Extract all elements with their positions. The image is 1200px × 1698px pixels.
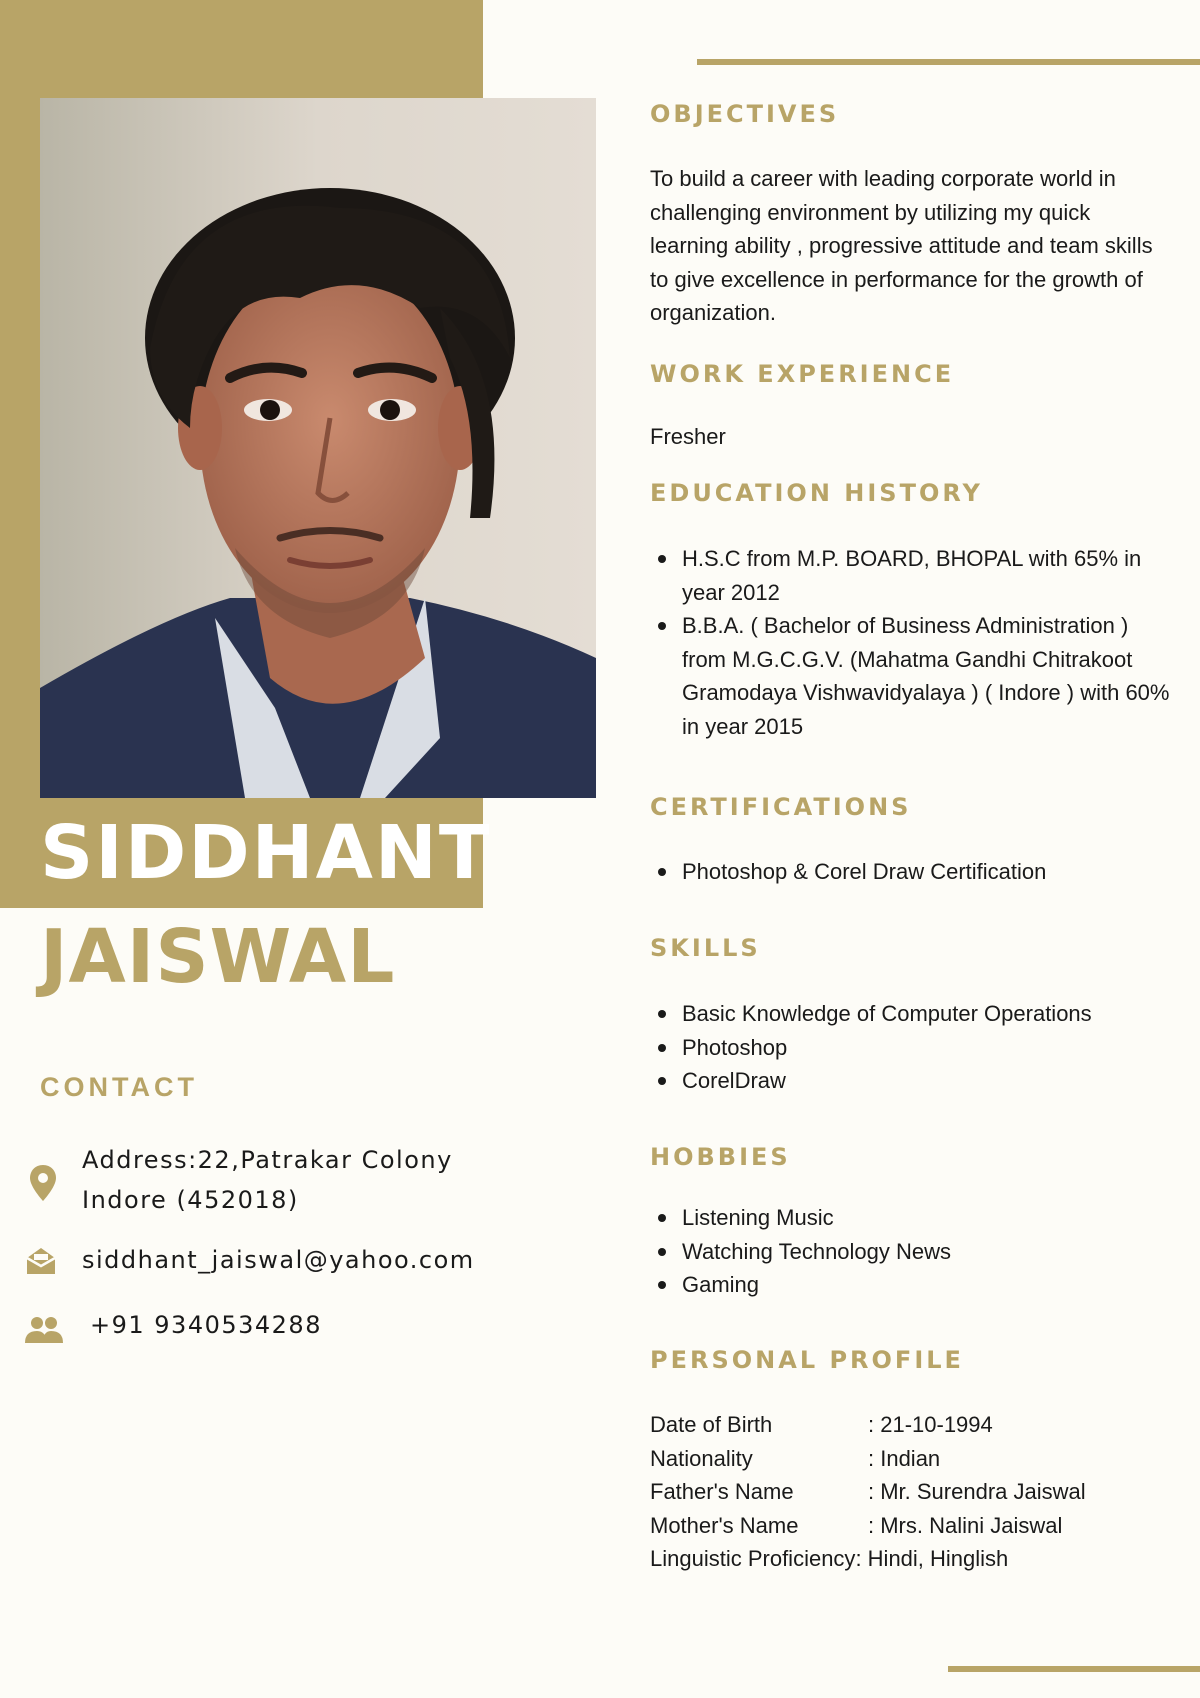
profile-row: [650, 1509, 1170, 1543]
work-experience-text: Fresher: [650, 424, 726, 449]
list-item: B.B.A. ( Bachelor of Business Administration ) from M.G.C.G.V. (Mahatma Gandhi Chitrakoot Gramodaya Vishwavidyalaya ) ( Indore ) with 60% in year 2015: [650, 609, 1170, 743]
list-item: H.S.C from M.P. BOARD, BHOPAL with 65% in year 2012: [650, 542, 1170, 609]
skills-list: [650, 997, 1170, 1098]
profile-row: [650, 1542, 1170, 1576]
profile-label: Date of Birth: [650, 1412, 773, 1437]
certifications-list: [650, 855, 1170, 889]
address-line-2: Indore (452018): [82, 1186, 299, 1214]
list-item: Basic Knowledge of Computer Operations: [650, 997, 1170, 1031]
certifications-heading: CERTIFICATIONS: [650, 793, 912, 821]
first-name: SIDDHANT: [40, 810, 492, 896]
personal-profile-heading: PERSONAL PROFILE: [650, 1346, 964, 1374]
location-pin-icon: [28, 1164, 58, 1207]
envelope-icon: [25, 1246, 57, 1281]
profile-row: [650, 1442, 1170, 1476]
profile-label: Linguistic Proficiency: [650, 1546, 856, 1571]
personal-profile-table: [650, 1408, 1170, 1576]
portrait-photo: [40, 98, 596, 798]
profile-row: [650, 1408, 1170, 1442]
portrait-illustration: [40, 98, 596, 798]
education-list: [650, 542, 1170, 743]
objectives-text: To build a career with leading corporate world in challenging environment by utilizing my quick learning ability , progressive attitude and team skills to give excellence in performance for the growth of organization.: [650, 166, 1153, 325]
hobbies-heading: HOBBIES: [650, 1143, 791, 1171]
email-text: siddhant_jaiswal@yahoo.com: [82, 1246, 475, 1274]
phone-text: +91 9340534288: [90, 1311, 322, 1339]
work-experience-heading: WORK EXPERIENCE: [650, 360, 955, 388]
contact-heading: CONTACT: [40, 1072, 198, 1102]
list-item: CorelDraw: [650, 1064, 1170, 1098]
profile-value: : Mrs. Nalini Jaiswal: [868, 1512, 1063, 1538]
profile-value: : 21-10-1994: [868, 1412, 993, 1437]
last-name: JAISWAL: [40, 914, 396, 1000]
people-icon: [24, 1316, 64, 1349]
list-item: Photoshop & Corel Draw Certification: [650, 855, 1170, 889]
profile-value: : Hindi, Hinglish: [855, 1546, 1009, 1571]
profile-row: [650, 1475, 1170, 1509]
profile-label: Nationality: [650, 1445, 753, 1471]
bottom-divider-line: [948, 1666, 1200, 1672]
profile-value: : Indian: [868, 1445, 941, 1471]
list-item: Watching Technology News: [650, 1235, 1170, 1269]
profile-label: Father's Name: [650, 1479, 794, 1504]
profile-value: : Mr. Surendra Jaiswal: [868, 1479, 1086, 1504]
address-line-1: Address:22,Patrakar Colony: [82, 1146, 453, 1174]
list-item: Gaming: [650, 1268, 1170, 1302]
education-heading: EDUCATION HISTORY: [650, 479, 983, 507]
skills-heading: SKILLS: [650, 934, 761, 962]
list-item: Listening Music: [650, 1201, 1170, 1235]
profile-label: Mother's Name: [650, 1512, 799, 1538]
list-item: Photoshop: [650, 1031, 1170, 1065]
objectives-heading: OBJECTIVES: [650, 100, 840, 128]
hobbies-list: [650, 1201, 1170, 1302]
top-divider-line: [697, 59, 1200, 65]
